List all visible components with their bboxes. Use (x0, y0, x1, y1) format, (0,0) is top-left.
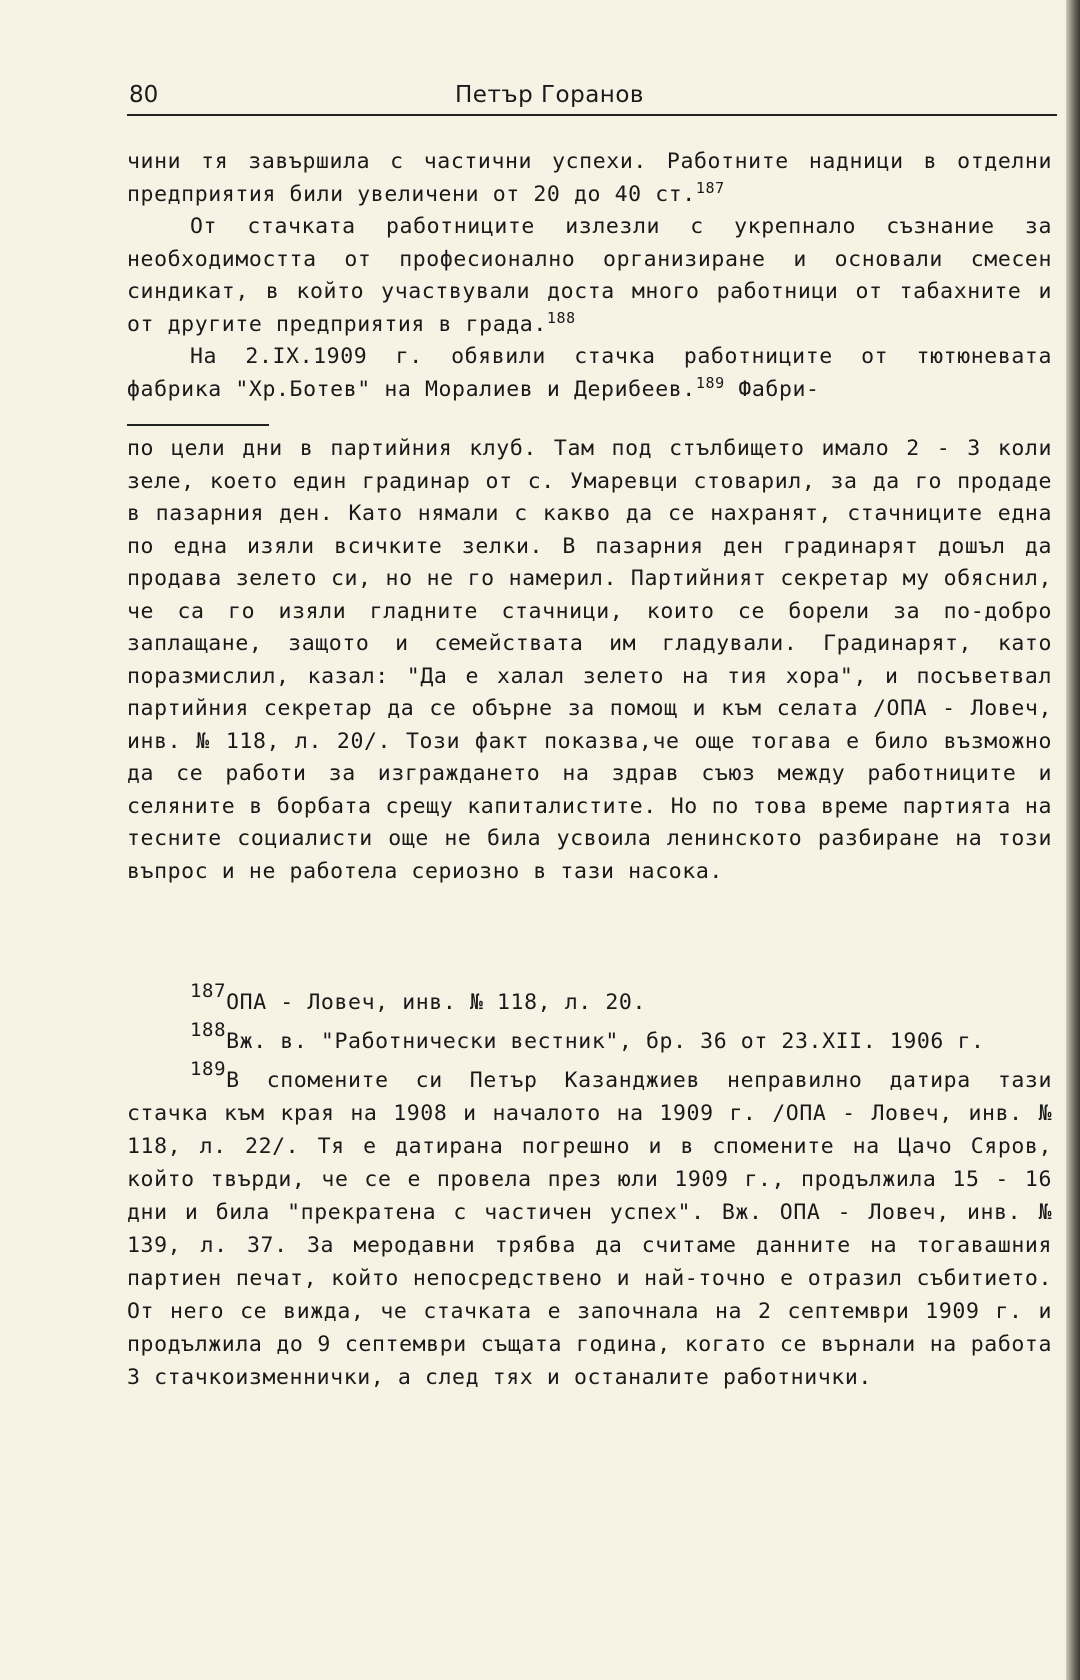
footnote-187 (127, 980, 1052, 1019)
paragraph-3-tail: Фабри- (738, 376, 820, 402)
paragraph-3 (127, 341, 1052, 406)
paragraph-3-text: На 2.IX.1909 г. обявили стачка работниците от тютюневата фабрика "Хр.Ботев" на Моралиев и Дерибеев. (127, 344, 1052, 402)
footnote-ref-188: 188 (546, 308, 576, 327)
footnote-text: Вж. в. "Работнически вестник", бр. 36 от 23.XII. 1906 г. (226, 1029, 985, 1054)
footnote-ref-187: 187 (695, 178, 725, 197)
page-edge (1066, 0, 1080, 1680)
paragraph-2-text: От стачката работниците излезли с укрепнало съзнание за необходимостта от професионално организиране и основали смесен синдикат, в който участвували доста много работници от табахните и от другите предприятия в града. (127, 214, 1052, 337)
page-header (127, 80, 1057, 116)
footnote-separator (127, 424, 269, 426)
main-text (127, 146, 1052, 406)
footnote-188 (127, 1019, 1052, 1058)
running-head: Петър Горанов (455, 82, 644, 108)
footnotes (127, 980, 1052, 1400)
footnote-continuation-text: по цели дни в партийния клуб. Там под стълбището имало 2 - 3 коли зеле, което един градинар от с. Умаревци стоварил, за да го продаде в пазарния ден. Като нямали с какво да се нахранят, стачниците една по една изяли всичките зелки. В пазарния ден градинарят дошъл да продава зелето си, но не го намерил. Партийният секретар му обяснил, че са го изяли гладните стачници, които се борели за по-добро заплащане, защото и семействата им гладували. Градинарят, като поразмислил, казал: "Да е халал зелето на тия хора", и посъветвал партийния секретар да се обърне за помощ и към селата /ОПА - Ловеч, инв. № 118, л. 20/. Този факт показва,че още тогава е било възможно да се работи за изграждането на здрав съюз между работниците и селяните в борбата срещу капиталистите. Но по това време партията на тесните социалисти още не била усвоила ленинското разбиране на този въпрос и не работела сериозно в тази насока. (127, 436, 1052, 884)
paragraph-1-text: чини тя завършила с частични успехи. Работните надници в отделни предприятия били увеличени от 20 до 40 ст. (127, 149, 1052, 207)
footnote-text: ОПА - Ловеч, инв. № 118, л. 20. (226, 990, 646, 1015)
footnote-continuation (127, 433, 1052, 888)
page-number: 80 (129, 82, 159, 108)
footnote-number: 187 (190, 980, 227, 1002)
paragraph-2 (127, 211, 1052, 341)
footnote-text: В спомените си Петър Казанджиев неправилно датира тази стачка към края на 1908 и началото на 1909 г. /ОПА - Ловеч, инв. № 118, л. 22/. Тя е датирана погрешно и в спомените на Цачо Сяров, който твърди, че се е провела през юли 1909 г., продължила 15 - 16 дни и била "прекратена с частичен успех". Вж. ОПА - Ловеч, инв. № 139, л. 37. За меродавни трябва да считаме данните на тогавашния партиен печат, който непосредствено и най-точно е отразил събитието. От него се вижда, че стачката е започнала на 2 септември 1909 г. и продължила до 9 септември същата година, когато се върнали на работа 3 стачкоизменнички, а след тях и останалите работнички. (127, 1068, 1052, 1390)
footnote-189 (127, 1058, 1052, 1394)
paragraph-1 (127, 146, 1052, 211)
footnote-ref-189: 189 (695, 373, 725, 392)
footnote-number: 189 (190, 1058, 227, 1080)
footnote-number: 188 (190, 1019, 227, 1041)
